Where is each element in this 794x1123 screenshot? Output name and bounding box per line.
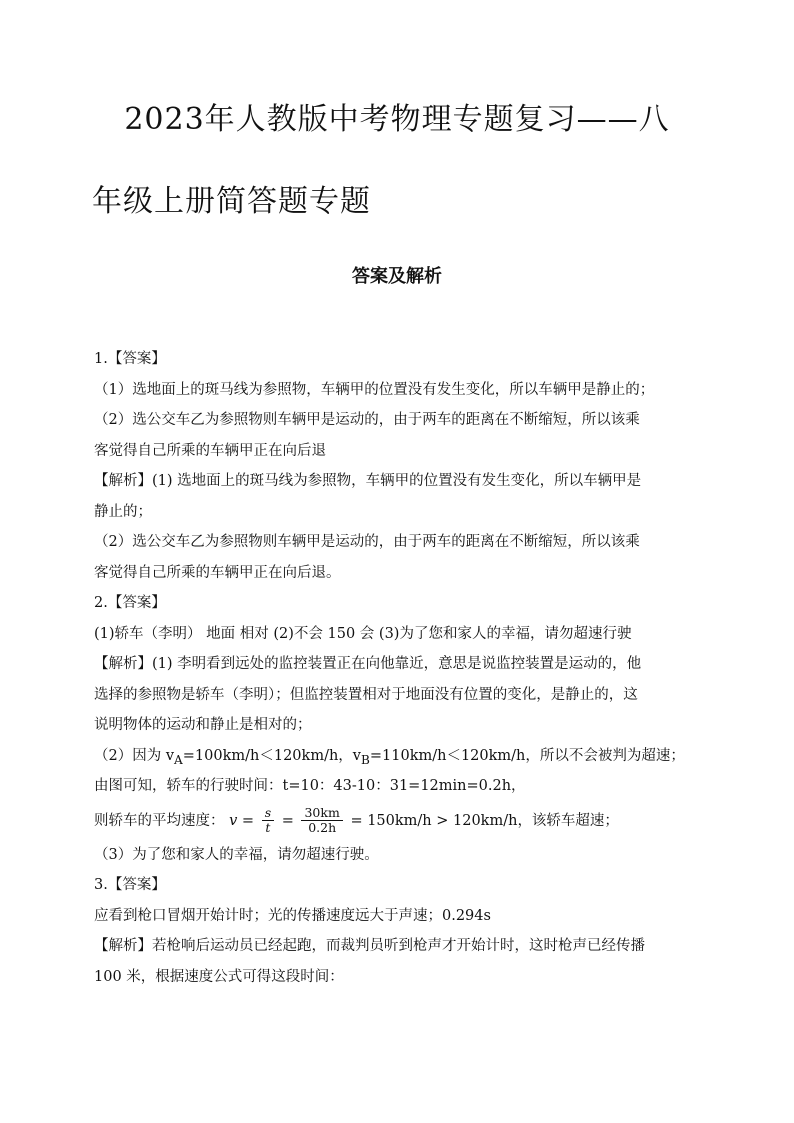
q2-explanation-1a: 【解析】(1) 李明看到远处的监控装置正在向他靠近，意思是说监控装置是运动的，他 xyxy=(94,656,642,672)
q2-explanation-3: 由图可知，轿车的行驶时间：t=10：43-10：31=12min=0.2h， xyxy=(94,778,526,794)
fraction-denominator-time: 0.2h xyxy=(308,820,337,835)
q2-exp2-sub-a: A xyxy=(174,752,183,767)
q3-answer: 应看到枪口冒烟开始计时；光的传播速度远大于声速；0.294s xyxy=(94,907,491,924)
q2-explanation-4 xyxy=(94,802,718,840)
q1-explanation-2a: （2）选公交车乙为参照物则车辆甲是运动的，由于两车的距离在不断缩短，所以该乘 xyxy=(94,534,640,550)
speed-formula xyxy=(229,802,517,840)
formula-equals-2: = xyxy=(281,812,294,829)
q1-answer-2b: 客觉得自己所乘的车辆甲正在向后退 xyxy=(94,442,326,459)
document-title-line-1: 2023年人教版中考物理专题复习——八 xyxy=(124,102,670,137)
q2-exp2-pre: （2）因为 v xyxy=(94,747,175,764)
formula-equals-1: = xyxy=(241,812,255,829)
document-title-line-2: 年级上册简答题专题 xyxy=(92,184,371,219)
q1-explanation-1b: 静止的； xyxy=(94,503,152,520)
fraction-numerator-s: s xyxy=(262,806,274,821)
q2-explanation-1c: 说明物体的运动和静止是相对的； xyxy=(94,717,312,733)
q2-exp4-pre: 则轿车的平均速度： xyxy=(94,812,225,829)
formula-v: v xyxy=(229,812,238,829)
q2-explanation-5: （3）为了您和家人的幸福，请勿超速行驶。 xyxy=(94,846,379,863)
q1-explanation-1a: 【解析】(1) 选地面上的斑马线为参照物，车辆甲的位置没有发生变化，所以车辆甲是 xyxy=(94,473,642,489)
q2-explanation-2 xyxy=(94,741,718,772)
q3-explanation-1b: 100 米，根据速度公式可得这段时间： xyxy=(94,968,344,985)
fraction-numerator-distance: 30km xyxy=(301,806,342,821)
fraction-s-over-t xyxy=(262,806,274,835)
q1-explanation-2b: 客觉得自己所乘的车辆甲正在向后退。 xyxy=(94,564,341,581)
q2-exp2-mid: =100km/h＜120km/h，v xyxy=(182,747,361,764)
q1-answer-1: （1）选地面上的斑马线为参照物，车辆甲的位置没有发生变化，所以车辆甲是静止的； xyxy=(94,381,655,398)
section-subtitle: 答案及解析 xyxy=(352,266,442,287)
fraction-denominator-t: t xyxy=(265,820,271,835)
question-3-heading: 3.【答案】 xyxy=(94,877,166,893)
question-2-heading: 2.【答案】 xyxy=(94,595,166,611)
q2-answer: (1)轿车（李明） 地面 相对 (2)不会 150 会 (3)为了您和家人的幸福，请勿超速行驶 xyxy=(94,625,632,642)
formula-result: = 150km/h > 120km/h xyxy=(350,812,518,829)
q2-explanation-1b: 选择的参照物是轿车（李明）；但监控装置相对于地面没有位置的变化，是静止的，这 xyxy=(94,686,638,703)
question-1-heading: 1.【答案】 xyxy=(94,351,166,367)
fraction-distance-over-time xyxy=(301,806,342,835)
document-body xyxy=(94,344,718,992)
q2-exp4-post: ，该轿车超速； xyxy=(517,812,619,829)
q2-exp2-post: =110km/h＜120km/h，所以不会被判为超速； xyxy=(369,747,685,764)
q2-exp2-sub-b: B xyxy=(360,752,370,767)
q3-explanation-1a: 【解析】若枪响后运动员已经起跑，而裁判员听到枪声才开始计时，这时枪声已经传播 xyxy=(94,938,645,954)
q1-answer-2a: （2）选公交车乙为参照物则车辆甲是运动的，由于两车的距离在不断缩短，所以该乘 xyxy=(94,412,640,428)
